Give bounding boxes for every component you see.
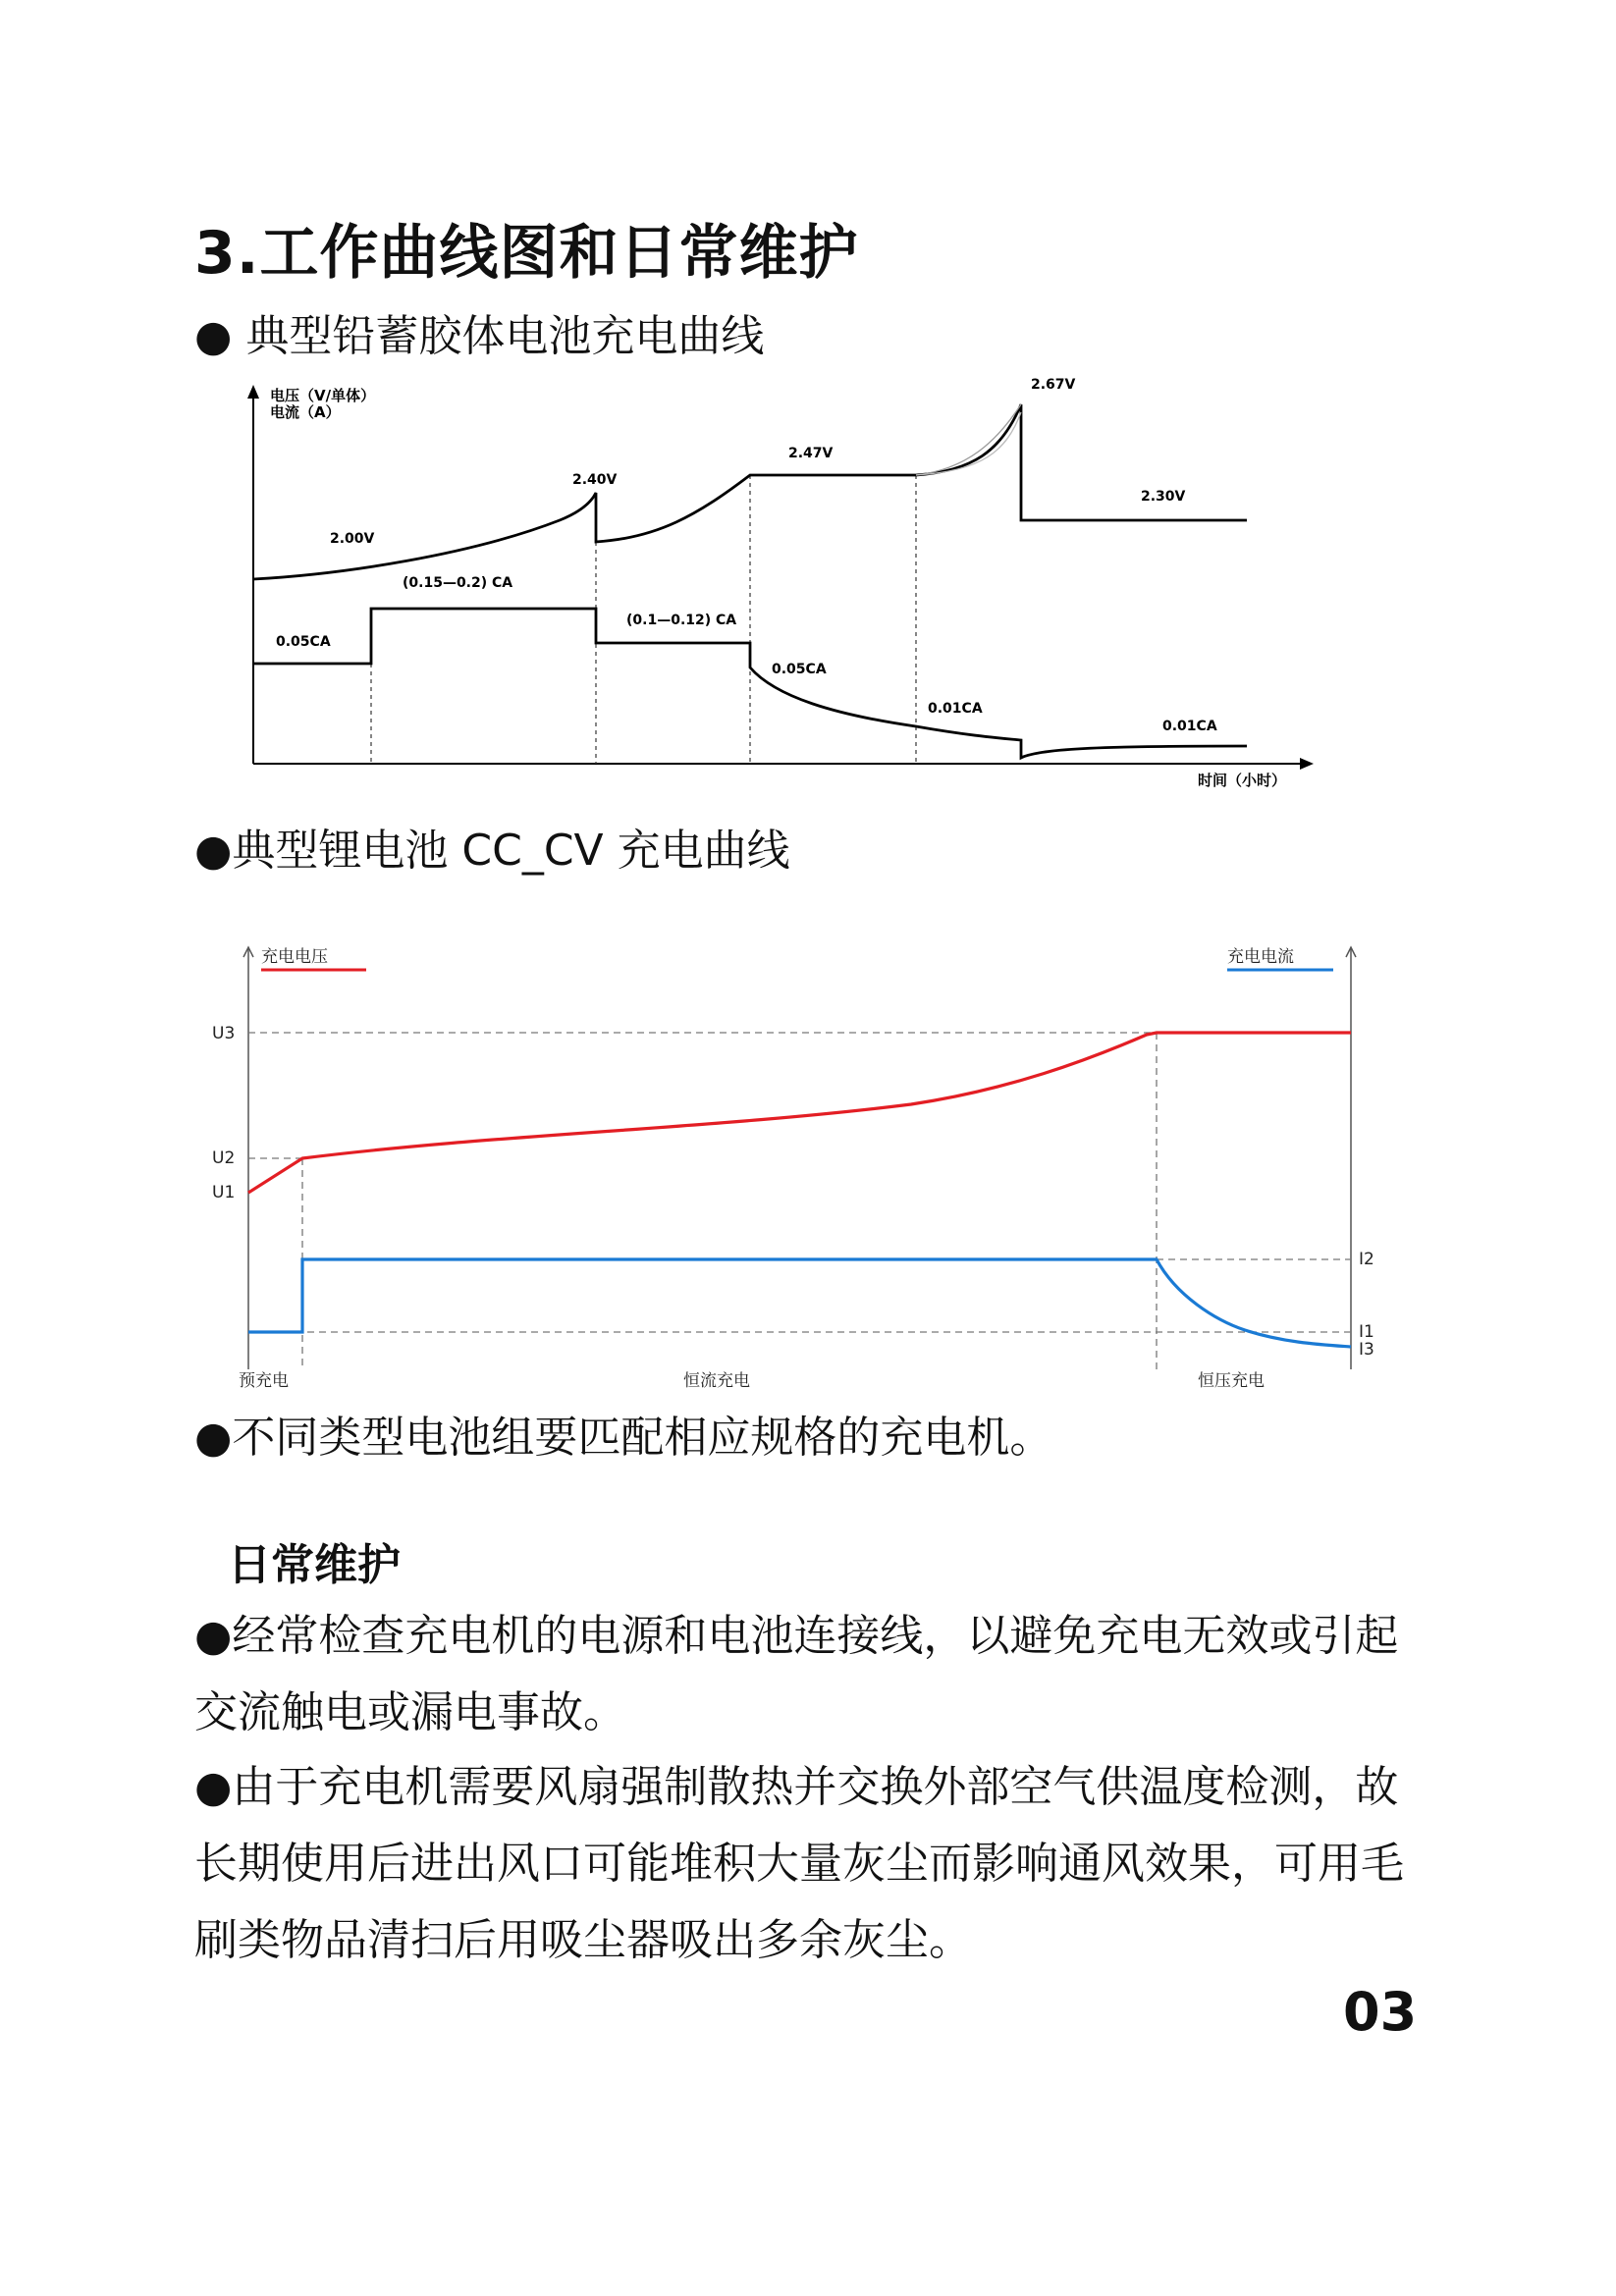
page-title: 3.工作曲线图和日常维护 bbox=[194, 219, 859, 288]
lead-acid-charging-chart bbox=[226, 373, 1335, 805]
y-axis-label-voltage: 电压（V/单体） bbox=[270, 387, 376, 404]
x-axis-arrow bbox=[1300, 758, 1314, 770]
x-axis-label: 时间（小时） bbox=[1198, 772, 1287, 789]
label-2-67v: 2.67V bbox=[1031, 377, 1076, 393]
para1-line2: 交流触电或漏电事故。 bbox=[194, 1687, 626, 1737]
label-i1: I1 bbox=[1359, 1322, 1374, 1342]
para1-line1: ●经常检查充电机的电源和电池连接线，以避免充电无效或引起 bbox=[194, 1611, 1399, 1661]
label-0-05ca: 0.05CA bbox=[276, 634, 331, 650]
para2-line2: 长期使用后进出风口可能堆积大量灰尘而影响通风效果，可用毛 bbox=[194, 1839, 1404, 1889]
guide-lines bbox=[248, 1033, 1351, 1369]
phase-constant-current: 恒流充电 bbox=[683, 1371, 750, 1391]
label-0-01ca: 0.01CA bbox=[928, 701, 983, 717]
maintenance-paragraph-2 bbox=[194, 1749, 1431, 1979]
label-2-30v: 2.30V bbox=[1141, 489, 1186, 505]
label-2-00v: 2.00V bbox=[330, 531, 375, 547]
current-curve bbox=[248, 1259, 1351, 1347]
maintenance-heading: 日常维护 bbox=[228, 1540, 401, 1590]
label-0-1-0-12ca: (0.1—0.12) CA bbox=[626, 613, 737, 628]
para2-line1: ●由于充电机需要风扇强制散热并交换外部空气供温度检测，故 bbox=[194, 1762, 1399, 1812]
label-u1: U1 bbox=[212, 1183, 236, 1202]
label-2-40v: 2.40V bbox=[572, 472, 618, 488]
phase-precharge: 预充电 bbox=[239, 1371, 289, 1391]
label-u3: U3 bbox=[212, 1024, 236, 1043]
label-i2: I2 bbox=[1359, 1250, 1374, 1269]
phase-constant-voltage: 恒压充电 bbox=[1198, 1371, 1265, 1391]
voltage-curve bbox=[248, 1033, 1351, 1193]
page-number: 03 bbox=[1343, 1981, 1418, 2043]
label-0-05ca-b: 0.05CA bbox=[772, 662, 827, 677]
y-axis-label-current: 电流（A） bbox=[270, 403, 341, 421]
para2-line3: 刷类物品清扫后用吸尘器吸出多余灰尘。 bbox=[194, 1915, 972, 1965]
bullet-lithium-title: ●典型锂电池 CC_CV 充电曲线 bbox=[194, 826, 790, 876]
bullet-lead-acid-title: ● 典型铅蓄胶体电池充电曲线 bbox=[194, 311, 765, 361]
lithium-cc-cv-chart bbox=[204, 933, 1382, 1394]
legend-voltage-label: 充电电压 bbox=[261, 947, 328, 967]
label-0-01ca-b: 0.01CA bbox=[1162, 719, 1217, 734]
y-axis-arrow bbox=[247, 385, 259, 399]
label-i3: I3 bbox=[1359, 1340, 1374, 1360]
maintenance-paragraph-1 bbox=[194, 1598, 1431, 1751]
label-u2: U2 bbox=[212, 1148, 236, 1168]
label-0-15-0-2ca: (0.15—0.2) CA bbox=[403, 575, 513, 591]
label-2-47v: 2.47V bbox=[788, 446, 834, 461]
voltage-curve-variant-2 bbox=[916, 412, 1021, 475]
legend-current-label: 充电电流 bbox=[1227, 947, 1294, 967]
bullet-matching-charger: ●不同类型电池组要匹配相应规格的充电机。 bbox=[194, 1413, 1053, 1463]
